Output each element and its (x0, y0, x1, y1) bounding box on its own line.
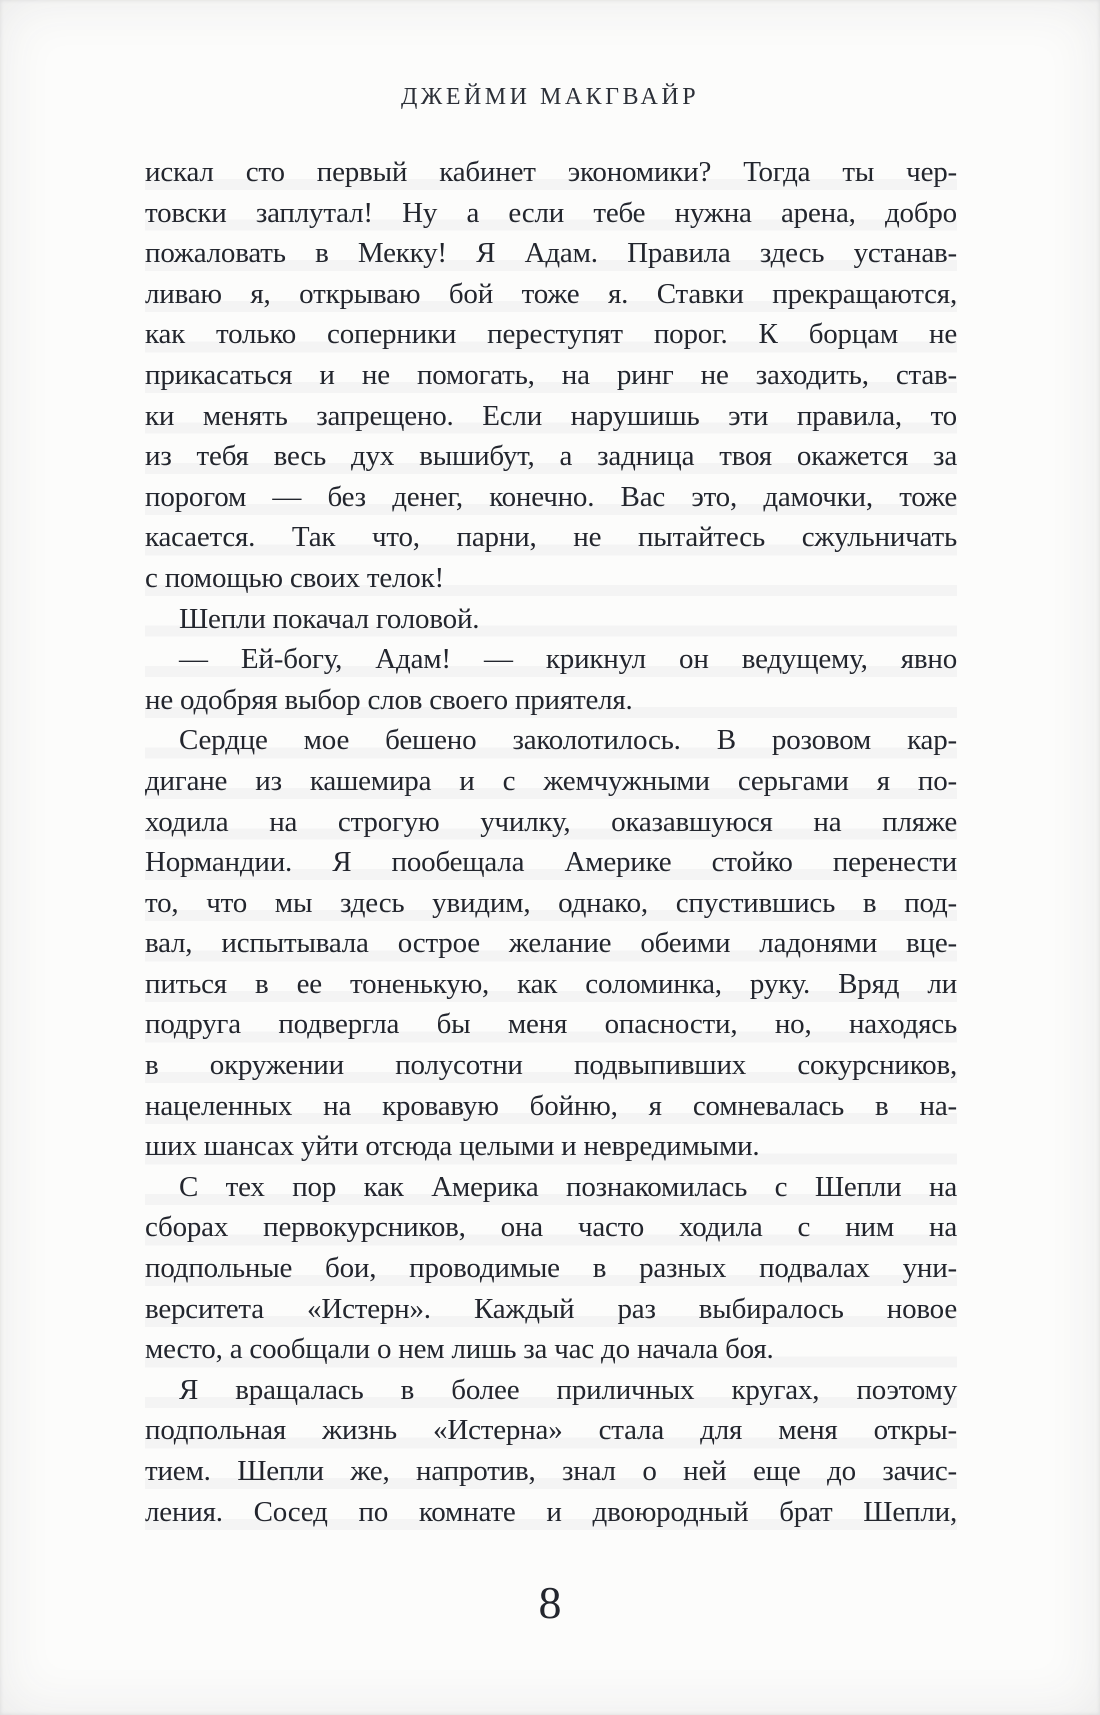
text-line: подпольная жизнь «Истерна» стала для меня откры- (145, 1414, 957, 1447)
running-head: ДЖЕЙМИ МАКГВАЙР (400, 84, 700, 110)
text-line: не одобряя выбор слов своего приятеля. (145, 683, 633, 716)
text-line: ливаю я, открываю бой тоже я. Ставки прекращаются, (145, 277, 957, 310)
text-line: сборах первокурсников, она часто ходила с ним на (145, 1211, 957, 1244)
text-line: питься в ее тоненькую, как соломинка, руку. Вряд ли (145, 967, 957, 1000)
text-line: ления. Сосед по комнате и двоюродный брат Шепли, (145, 1495, 957, 1528)
text-line: подруга подвергла бы меня опасности, но, находясь (145, 1008, 957, 1041)
text-line: порогом — без денег, конечно. Вас это, дамочки, тоже (145, 480, 957, 513)
text-line: искал сто первый кабинет экономики? Тогда ты чер- (145, 156, 957, 188)
text-line: Я вращалась в более приличных кругах, поэтому (179, 1373, 957, 1406)
text-line: ки менять запрещено. Если нарушишь эти правила, то (145, 399, 957, 432)
page-number: 8 (538, 1577, 562, 1628)
text-line: дигане из кашемира и с жемчужными серьгами я по- (145, 764, 957, 797)
text-line: место, а сообщали о нем лишь за час до начала боя. (145, 1333, 774, 1366)
text-line: касается. Так что, парни, не пытайтесь сжульничать (145, 521, 957, 554)
text-line: прикасаться и не помогать, на ринг не заходить, став- (145, 358, 957, 391)
text-line: товски заплутал! Ну а если тебе нужна арена, добро (145, 196, 957, 229)
text-line: Нормандии. Я пообещала Америке стойко перенести (145, 846, 957, 879)
text-line: С тех пор как Америка познакомилась с Шепли на (179, 1170, 957, 1203)
text-line: подпольные бои, проводимые в разных подвалах уни- (145, 1252, 957, 1285)
text-line: нацеленных на кровавую бойню, я сомневалась в на- (145, 1089, 957, 1122)
text-line: в окружении полусотни подвыпивших сокурсников, (145, 1049, 957, 1082)
text-line: вал, испытывала острое желание обеими ладонями вце- (145, 927, 957, 960)
text-line: тием. Шепли же, напротив, знал о ней еще до зачис- (145, 1455, 957, 1487)
text-line: из тебя весь дух вышибут, а задница твоя окажется за (145, 440, 957, 473)
text-line: с помощью своих телок! (145, 561, 444, 594)
body-text-column (145, 152, 957, 1532)
text-line: Шепли покачал головой. (179, 602, 480, 635)
text-line: как только соперники переступят порог. К борцам не (145, 318, 957, 351)
text-line: ших шансах уйти отсюда целыми и невредимыми. (145, 1130, 760, 1163)
text-line: Сердце мое бешено заколотилось. В розовом кар- (179, 724, 957, 757)
text-line: то, что мы здесь увидим, однако, спустившись в под- (145, 886, 957, 919)
text-line: ходила на строгую училку, оказавшуюся на пляже (145, 805, 957, 838)
text-line: — Ей-богу, Адам! — крикнул он ведущему, явно (179, 643, 957, 676)
text-line: верситета «Истерн». Каждый раз выбиралось новое (145, 1292, 957, 1325)
text-line: пожаловать в Мекку! Я Адам. Правила здесь устанав- (145, 237, 957, 270)
